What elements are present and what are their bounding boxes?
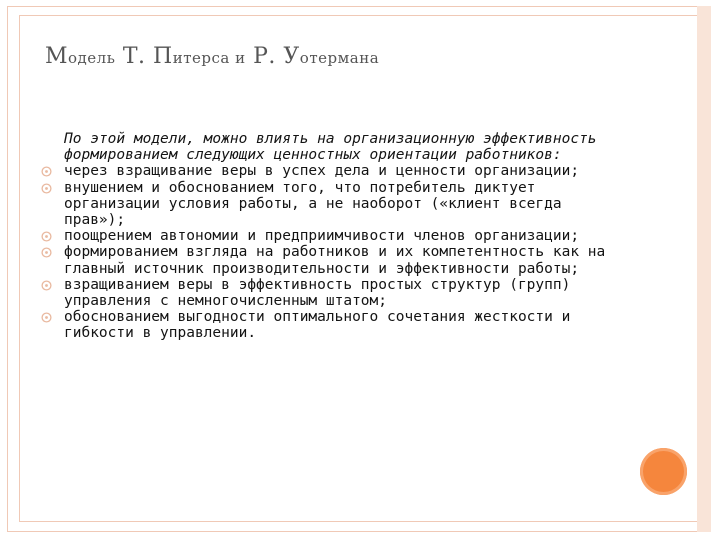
title-text: Р. У [245,44,300,69]
list-item [40,163,610,179]
circle-dot-icon [41,280,52,291]
title-text: Т. П [115,44,173,69]
intro-paragraph: По этой модели, можно влиять на организационную эффективность формированием следующих ценностных ориентации работников: [64,131,597,164]
circle-dot-icon [41,312,52,323]
title-text: М [45,44,69,69]
list-item [40,180,610,229]
list-item-text: обоснованием выгодности оптимального сочетания жесткости и гибкости в управлении. [64,309,571,342]
list-item-text: формированием взгляда на работников и их компетентность как на главный источник производительности и эффективности работы; [64,244,606,277]
list-item-text: поощрением автономии и предприимчивости членов организации; [64,228,580,245]
slide-title [45,44,379,69]
list-item-text: взращиванием веры в эффективность простых структур (групп) управления с немногочисленным штатом; [64,276,571,310]
slide-body [40,131,610,342]
list-item-text: внушением и обоснованием того, что потребитель диктует организации условия работы, а не наоборот («клиент всегда прав»); [64,179,562,229]
decorative-circle [640,448,687,495]
title-text: одель [68,49,116,67]
title-text: отермана [299,49,380,67]
circle-dot-icon [41,183,52,194]
list-item [40,309,610,341]
list-item-text: через взращивание веры в успех дела и ценности организации; [64,163,580,180]
title-text: итерса и [172,49,246,67]
circle-dot-icon [41,166,52,177]
list-item [40,244,610,276]
circle-dot-icon [41,247,52,258]
list-item [40,277,610,309]
slide-edge-strip [697,6,711,532]
circle-dot-icon [41,231,52,242]
list-item [40,228,610,244]
